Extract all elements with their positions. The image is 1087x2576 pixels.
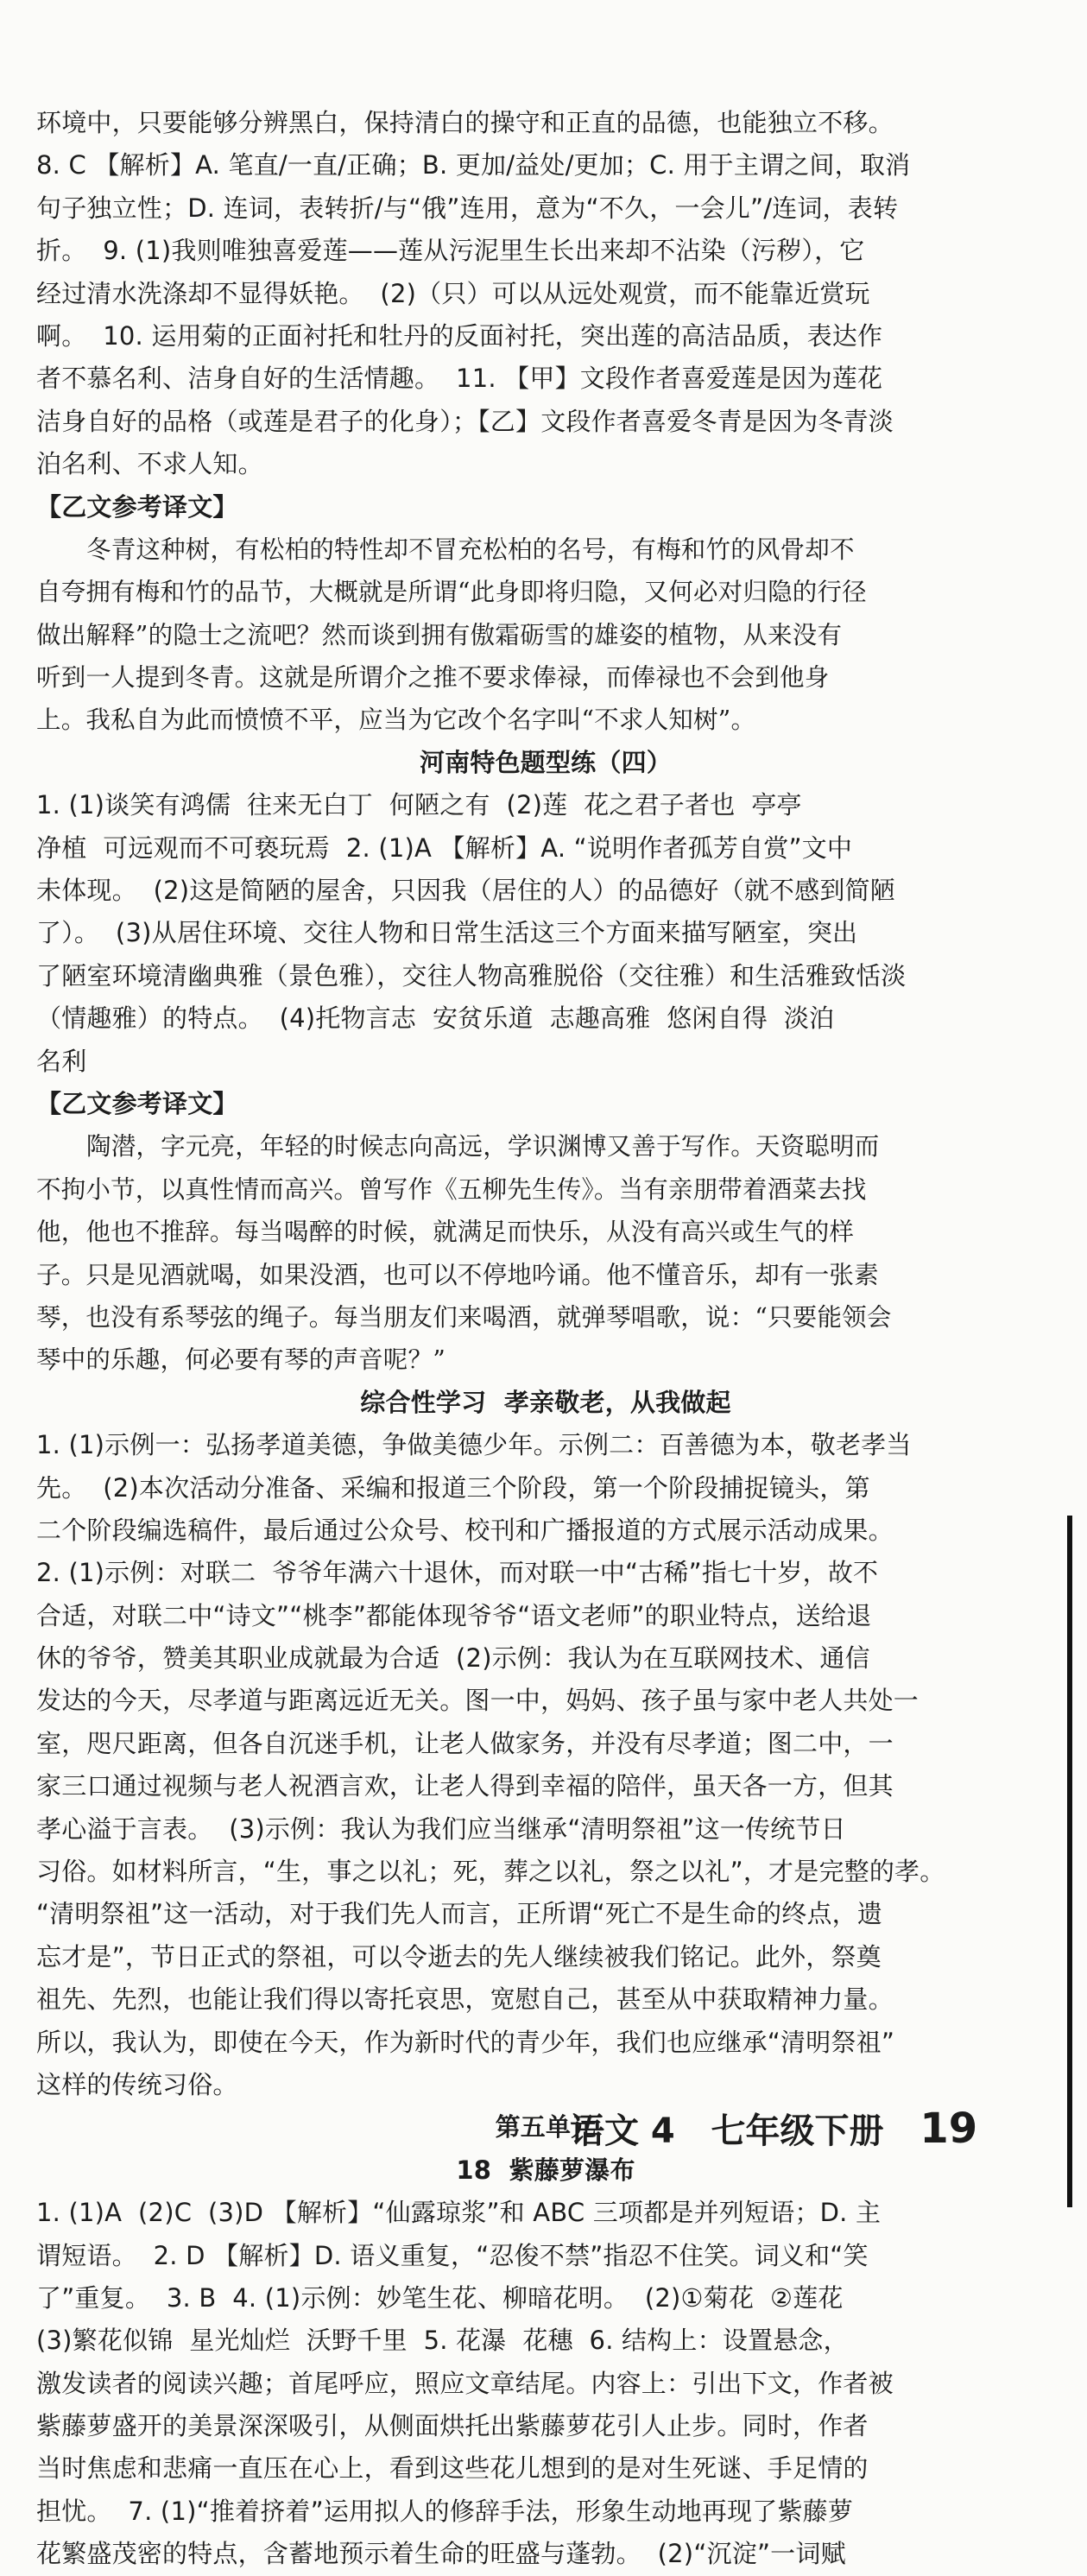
text-line: 孝心溢于言表。 (3)示例：我认为我们应当继承“清明祭祖”这一传统节日	[36, 1813, 846, 1844]
text-line: 洁身自好的品格（或莲是君子的化身）；【乙】文段作者喜爱冬青是因为冬青淡	[36, 406, 894, 436]
text-line: 句子独立性；D. 连词，表转折/与“俄”连用，意为“不久，一会儿”/连词，表转	[36, 193, 899, 223]
translation-line: 琴，也没有系琴弦的绳子。每当朋友们来喝酒，就弹琴唱歌，说：“只要能领会	[36, 1302, 892, 1332]
text-line: 合适，对联二中“诗文”“桃李”都能体现爷爷“语文老师”的职业特点，送给退	[36, 1600, 872, 1630]
text-line: 名利	[36, 1046, 87, 1076]
centered-heading: 18 紫藤萝瀑布	[456, 2155, 635, 2185]
translation-line: 上。我私自为此而愤愤不平，应当为它改个名字叫“不求人知树”。	[36, 706, 756, 735]
text-line: 了）。 (3)从居住环境、交往人物和日常生活这三个方面来描写陋室，突出	[36, 918, 858, 948]
translation-line: 自夸拥有梅和竹的品节，大概就是所谓“此身即将归隐，又何必对归隐的行径	[36, 578, 867, 607]
centered-heading: 综合性学习 孝亲敬老，从我做起	[360, 1387, 731, 1417]
text-line: 净植 可远观而不可亵玩焉 2. (1)A 【解析】A. “说明作者孤芳自赏”文中	[36, 832, 853, 863]
translation-line: 做出解释”的隐士之流吧？然而谈到拥有傲霜砺雪的雄姿的植物，从来没有	[36, 620, 843, 649]
text-line: 啊。 10. 运用菊的正面衬托和牡丹的反面衬托，突出莲的高洁品质，表达作	[36, 320, 883, 351]
section-heading: 【乙文参考译文】	[36, 1088, 238, 1118]
text-line: 所以，我认为，即使在今天，作为新时代的青少年，我们也应继承“清明祭祖”	[36, 2027, 895, 2057]
text-line: 环境中，只要能够分辨黑白，保持清白的操守和正直的品德，也能独立不移。	[36, 108, 894, 137]
text-line: 花繁盛茂密的特点，含蓄地预示着生命的旺盛与蓬勃。 (2)“沉淀”一词赋	[36, 2539, 846, 2569]
text-line: 担忧。 7. (1)“推着挤着”运用拟人的修辞手法，形象生动地再现了紫藤萝	[36, 2496, 854, 2526]
translation-line: 子。只是见酒就喝，如果没酒，也可以不停地吟诵。他不懂音乐，却有一张素	[36, 1260, 879, 1289]
text-line: 激发读者的阅读兴趣；首尾呼应，照应文章结尾。内容上：引出下文，作者被	[36, 2368, 894, 2398]
text-line: 这样的传统习俗。	[36, 2069, 238, 2099]
text-line: 折。 9. (1)我则唯独喜爱莲——莲从污泥里生长出来却不沾染（污秽），它	[36, 236, 865, 266]
translation-line: 琴中的乐趣，何必要有琴的声音呢？”	[36, 1345, 446, 1375]
answer-text-column	[36, 102, 1055, 2576]
page-number: 19	[920, 2104, 978, 2153]
text-line: 二个阶段编选稿件，最后通过公众号、校刊和广播报道的方式展示活动成果。	[36, 1515, 894, 1545]
text-line: 1. (1)示例一：弘扬孝道美德，争做美德少年。示例二：百善德为本，敬老孝当	[36, 1430, 912, 1460]
text-line: 先。 (2)本次活动分准备、采编和报道三个阶段，第一个阶段捕捉镜头，第	[36, 1472, 870, 1503]
centered-heading: 河南特色题型练（四）	[419, 747, 672, 777]
translation-line: 他，他也不推辞。每当喝醉的时候，就满足而快乐，从没有高兴或生气的样	[36, 1218, 855, 1247]
text-line: 发达的今天，尽孝道与距离远近无关。图一中，妈妈、孩子虽与家中老人共处一	[36, 1686, 920, 1716]
text-line: （情趣雅）的特点。 (4)托物言志 安贫乐道 志趣高雅 悠闲自得 淡泊	[36, 1003, 835, 1034]
page-edge-bar	[1067, 1516, 1072, 2207]
section-heading: 【乙文参考译文】	[36, 491, 238, 522]
text-line: 泊名利、不求人知。	[36, 449, 263, 479]
translation-line: 冬青这种树，有松柏的特性却不冒充松柏的名号，有梅和竹的风骨却不	[86, 535, 855, 564]
text-line: “清明祭祖”这一活动，对于我们先人而言，正所谓“死亡不是生命的终点，遗	[36, 1899, 883, 1929]
text-line: 紫藤萝盛开的美景深深吸引，从侧面烘托出紫藤萝花引人止步。同时，作者	[36, 2411, 869, 2441]
translation-line: 不拘小节，以真性情而高兴。曾写作《五柳先生传》。当有亲朋带着酒菜去找	[36, 1174, 867, 1204]
translation-line: 听到一人提到冬青。这就是所谓介之推不要求俸禄，而俸禄也不会到他身	[36, 663, 830, 693]
text-line: 8. C 【解析】A. 笔直/一直/正确；B. 更加/益处/更加；C. 用于主谓之间，取消	[36, 150, 911, 180]
page-footer	[570, 2098, 1053, 2159]
footer-subject: 语文 4	[570, 2111, 675, 2151]
text-line: 1. (1)A (2)C (3)D 【解析】“仙露琼浆”和 ABC 三项都是并列短语；D. 主	[36, 2198, 882, 2228]
centered-heading: 第五单元	[495, 2112, 597, 2142]
text-line: 经过清水洗涤却不显得妖艳。 (2)（只）可以从远处观赏，而不能靠近赏玩	[36, 278, 870, 308]
text-line: 家三口通过视频与老人祝酒言欢，让老人得到幸福的陪伴，虽天各一方，但其	[36, 1771, 894, 1801]
text-line: 祖先、先烈，也能让我们得以寄托哀思，宽慰自己，甚至从中获取精神力量。	[36, 1984, 894, 2015]
text-line: 了陋室环境清幽典雅（景色雅），交往人物高雅脱俗（交往雅）和生活雅致恬淡	[36, 960, 907, 991]
text-line: 者不慕名利、洁身自好的生活情趣。 11. 【甲】文段作者喜爱莲是因为莲花	[36, 364, 883, 394]
text-line: 室，咫尺距离，但各自沉迷手机，让老人做家务，并没有尽孝道；图二中，一	[36, 1728, 894, 1758]
text-line: 忘才是”，节日正式的祭祖，可以令逝去的先人继续被我们铭记。此外，祭奠	[36, 1941, 882, 1972]
footer-grade: 七年级下册	[711, 2111, 884, 2151]
translation-line: 陶潜，字元亮，年轻的时候志向高远，学识渊博又善于写作。天资聪明而	[86, 1132, 880, 1161]
text-line: 了”重复。 3. B 4. (1)示例：妙笔生花、柳暗花明。 (2)①菊花 ②莲花	[36, 2282, 844, 2313]
text-line: 2. (1)示例：对联二 爷爷年满六十退休，而对联一中“古稀”指七十岁，故不	[36, 1558, 879, 1588]
text-line: 休的爷爷，赞美其职业成就最为合适 (2)示例：我认为在互联网技术、通信	[36, 1643, 870, 1674]
text-line: 谓短语。 2. D 【解析】D. 语义重复，“忍俊不禁”指忍不住笑。词义和“笑	[36, 2240, 869, 2270]
text-line: 未体现。 (2)这是简陋的屋舍，只因我（居住的人）的品德好（就不感到简陋	[36, 876, 895, 906]
text-line: 当时焦虑和悲痛一直压在心上，看到这些花儿想到的是对生死谜、手足情的	[36, 2453, 869, 2484]
text-line: 习俗。如材料所言，“生，事之以礼；死，葬之以礼，祭之以礼”，才是完整的孝。	[36, 1857, 945, 1887]
text-line: 1. (1)谈笑有鸿儒 往来无白丁 何陋之有 (2)莲 花之君子者也 亭亭	[36, 790, 802, 820]
text-line: (3)繁花似锦 星光灿烂 沃野千里 5. 花瀑 花穗 6. 结构上：设置悬念，	[36, 2326, 849, 2356]
